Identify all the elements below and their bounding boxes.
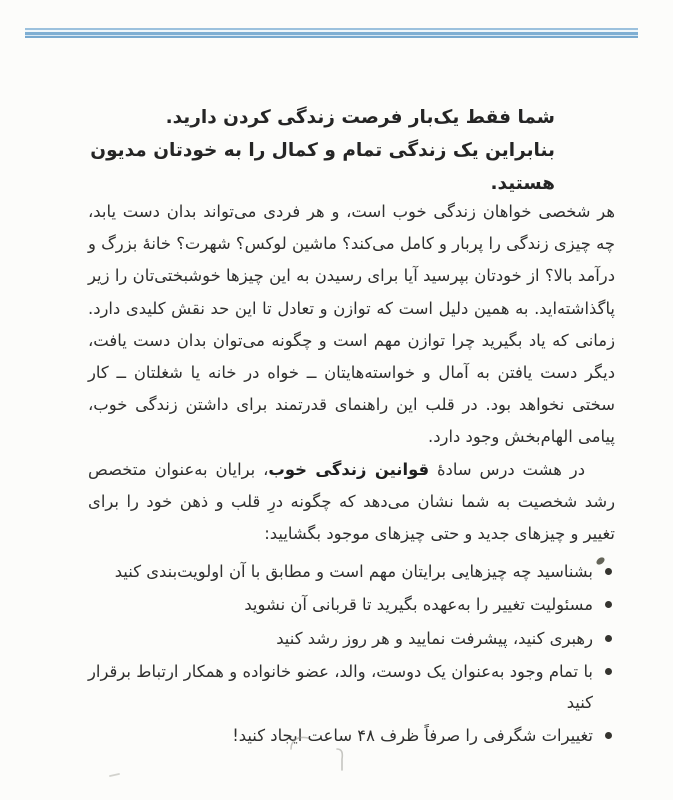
paragraph2-after-title: ، برایان به‌عنوان متخصص رشد شخصیت به شما نشان می‌دهد که چگونه درِ قلب و ذهن خود را برای تغییر و چیزهای جدید و حتی چیزهای موجود بگشایید: — [88, 459, 615, 544]
list-item — [88, 656, 615, 718]
page-heading — [88, 101, 555, 200]
lesson-bullet-list — [88, 556, 615, 751]
bullet-icon — [605, 668, 612, 675]
pencil-scan-artifact — [332, 745, 348, 773]
list-item-text: بشناسید چه چیزهایی برایتان مهم است و مطابق با آن اولویت‌بندی کنید — [114, 562, 593, 582]
list-item-text: مسئولیت تغییر را به‌عهده بگیرید تا قربانی آن نشوید — [244, 595, 593, 615]
body-text-block — [88, 196, 615, 751]
paragraph-book-lessons — [88, 454, 615, 551]
list-item — [88, 556, 615, 587]
bullet-icon — [605, 601, 612, 608]
heading-line-2: بنابراین یک زندگی تمام و کمال را به خودتان مدیون هستید. — [90, 140, 555, 194]
bullet-icon — [605, 732, 612, 739]
paragraph-intro: هر شخصی خواهان زندگی خوب است، و هر فردی می‌تواند بدان دست یابد، چه چیزی زندگی را پربار و کامل می‌کند؟ ماشین لوکس؟ شهرت؟ خانهٔ بزرگ و درآمد بالا؟ از خودتان بپرسید آیا برای رسیدن به این چیزها خوشبختی‌تان را زیر پاگذاشته‌اید. به همین دلیل است که توازن و تعادل تا این حد نقش کلیدی دارد. زمانی که یاد بگیرید چرا توازن مهم است و چگونه می‌توان بدان دست یافت، دیگر دست یافتن به آمال و خواسته‌هایتان ــ خواه در خانه یا شغلتان ــ کار سختی نخواهد بود. در قلب این راهنمای قدرتمند برای داشتن زندگی خوب، پیامی الهام‌بخش وجود دارد. — [88, 202, 615, 447]
pencil-scan-artifact — [288, 733, 314, 753]
bullet-icon — [605, 635, 612, 642]
paragraph2-before-title: در هشت درس سادهٔ — [429, 459, 585, 479]
pencil-scan-artifact — [108, 771, 122, 779]
list-item — [88, 623, 615, 654]
list-item — [88, 720, 615, 751]
book-title-bold: قوانین زندگی خوب — [268, 459, 430, 479]
list-item-text: با تمام وجود به‌عنوان یک دوست، والد، عضو خانواده و همکار ارتباط برقرار کنید — [88, 661, 593, 713]
decorative-double-rule — [25, 28, 638, 38]
list-item — [88, 589, 615, 620]
list-item-text: رهبری کنید، پیشرفت نمایید و هر روز رشد کنید — [276, 628, 593, 648]
list-item-text: تغییرات شگرفی را صرفاً ظرف ۴۸ ساعت ایجاد کنید! — [232, 726, 593, 746]
bullet-icon — [605, 568, 612, 575]
heading-line-1: شما فقط یک‌بار فرصت زندگی کردن دارید. — [165, 107, 555, 128]
